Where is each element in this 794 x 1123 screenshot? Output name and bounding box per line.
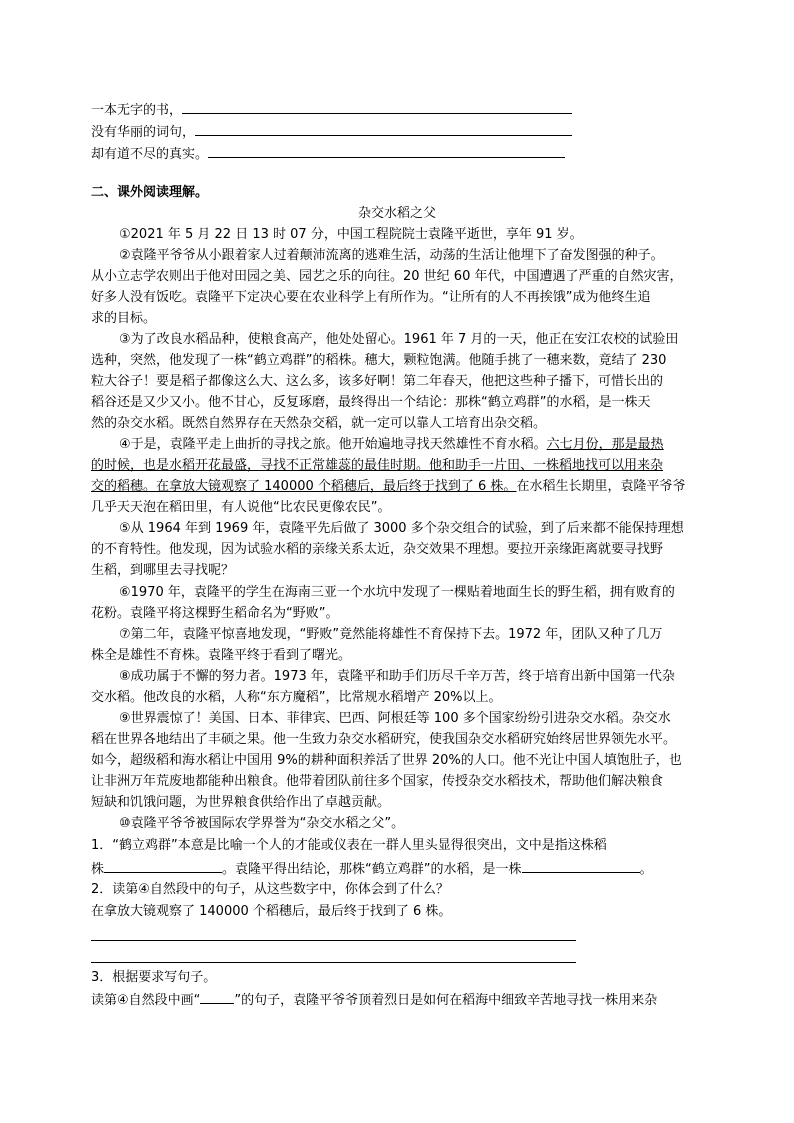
question-1-line-2: 株 。袁隆平得出结论，那株“鹤立鸡群”的水稻，是一株 。 [91, 862, 653, 877]
answer-blank-2[interactable] [195, 123, 572, 136]
poem-line-1-text: 一本无字的书， [91, 103, 183, 118]
paragraph-9-line: 如今，超级稻和海水稻让中国用 9%的耕种面积养活了世界 20%的人口。他不光让中国人填饱肚子，也 [91, 753, 682, 768]
paragraph-9-line: 稻在世界各地结出了丰硕之果。他一生致力杂交水稻研究，使我国杂交水稻研究始终居世界领先水平。 [91, 732, 677, 747]
paragraph-4-line: ④于是，袁隆平走上曲折的寻找之旅。他开始遍地寻找天然雄性不育水稻。六七月份，那是最热 [119, 437, 664, 452]
paragraph-5-line: ⑤从 1964 年到 1969 年，袁隆平先后做了 3000 多个杂交组合的试验，到了后来都不能保持理想 [119, 521, 684, 536]
paragraph-2-line: 求的目标。 [91, 311, 157, 326]
paragraph-5-line: 的不育特性。他发现，因为试验水稻的亲缘关系太近，杂交效果不理想。要拉开亲缘距离就要寻找野 [91, 542, 664, 557]
paragraph-3-line: 粒大谷子！要是稻子都像这么大、这么多，该多好啊！第二年春天，他把这些种子播下，可惜长出的 [91, 374, 664, 389]
paragraph-3-line: 稻谷还是又少又小。他不甘心，反复琢磨，最终得出一个结论：那株“鹤立鸡群”的水稻，是一株天 [91, 395, 651, 410]
paragraph-3-line: 选种，突然，他发现了一株“鹤立鸡群”的稻株。穗大，颗粒饱满。他随手挑了一穗来数，竟结了 230 [91, 353, 667, 368]
paragraph-6-line: 花粉。袁隆平将这棵野生稻命名为“野败”。 [91, 606, 339, 621]
q1-answer-blank-1[interactable] [104, 860, 222, 873]
underline-mark-blank [200, 991, 234, 1004]
poem-line-2-text: 没有华丽的词句， [91, 125, 196, 140]
paragraph-9-line: 短缺和饥饿问题，为世界粮食供给作出了卓越贡献。 [91, 795, 391, 810]
underlined-sentence: 六七月份，那是最热 [546, 437, 664, 452]
paragraph-2-line: 从小立志学农则出于他对田园之美、园艺之乐的向往。20 世纪 60 年代，中国遭遇了严重的自然灾害， [91, 269, 683, 284]
question-1-line-1: 1．“鹤立鸡群”本意是比喻一个人的才能或仪表在一群人里头显得很突出，文中是指这株稻 [91, 838, 607, 853]
poem-line-1 [91, 101, 572, 119]
poem-line-3-text: 却有道不尽的真实。 [91, 147, 209, 162]
paragraph-4-line: 交的稻穗。在拿放大镜观察了 140000 个稻穗后，最后终于找到了 6 株。在水稻生长期里，袁隆平爷爷 [91, 479, 686, 494]
paragraph-1: ①2021 年 5 月 22 日 13 时 07 分，中国工程院院士袁隆平逝世，享年 91 岁。 [119, 227, 583, 242]
paragraph-7-line: ⑦第二年，袁隆平惊喜地发现，“野败”竟然能将雄性不育保持下去。1972 年，团队又种了几万 [119, 627, 663, 642]
paragraph-8-line: 交水稻。他改良的水稻，人称“东方魔稻”，比常规水稻增产 20%以上。 [91, 690, 502, 705]
paragraph-3-line: 然的杂交水稻。既然自然界存在天然杂交稻，就一定可以靠人工培育出杂交稻。 [91, 416, 547, 431]
section-heading: 二、课外阅读理解。 [91, 185, 209, 200]
underlined-sentence: 的时候，也是水稻开花最盛，寻找不正常雄蕊的最佳时期。他和助手一片田、一株稻地找可以用来杂 [91, 458, 664, 473]
paragraph-9-line: 让非洲万年荒废地都能种出粮食。他带着团队前往多个国家，传授杂交水稻技术，帮助他们解决粮食 [91, 774, 664, 789]
poem-line-2 [91, 123, 572, 141]
paragraph-2-line: 好多人没有饭吃。袁隆平下定决心要在农业科学上有所作为。“让所有的人不再挨饿”成为他终生追 [91, 290, 651, 305]
question-2-line-1: 2．读第④自然段中的句子，从这些数字中，你体会到了什么？ [91, 882, 449, 897]
paragraph-10: ⑩袁隆平爷爷被国际农学界誉为“杂交水稻之父”。 [119, 816, 405, 831]
q2-answer-line-1[interactable] [91, 940, 576, 941]
paragraph-6-line: ⑥1970 年，袁隆平的学生在海南三亚一个水坑中发现了一棵贴着地面生长的野生稻，拥有败育的 [119, 585, 675, 600]
question-3-line-2: 读第④自然段中画“ ”的句子，袁隆平爷爷顶着烈日是如何在稻海中细致辛苦地寻找一株用来杂 [91, 993, 658, 1008]
question-2-line-2: 在拿放大镜观察了 140000 个稻穗后，最后终于找到了 6 株。 [91, 904, 452, 919]
underlined-sentence: 交的稻穗。在拿放大镜观察了 140000 个稻穗后，最后终于找到了 6 株。 [91, 479, 517, 494]
paragraph-9-line: ⑨世界震惊了！美国、日本、菲律宾、巴西、阿根廷等 100 多个国家纷纷引进杂交水稻。杂交水 [119, 711, 671, 726]
answer-blank-3[interactable] [208, 145, 565, 158]
poem-line-3 [91, 145, 565, 163]
paragraph-4-line: 几乎天天泡在稻田里，有人说他“比农民更像农民”。 [91, 500, 391, 515]
article-title: 杂交水稻之父 [357, 206, 436, 221]
paragraph-4-line [91, 458, 663, 474]
paragraph-7-line: 株全是雄性不育株。袁隆平终于看到了曙光。 [91, 648, 352, 663]
paragraph-5-line: 生稻，到哪里去寻找呢？ [91, 563, 235, 578]
paragraph-8-line: ⑧成功属于不懈的努力者。1973 年，袁隆平和助手们历尽千辛万苦，终于培育出新中国第一代杂 [119, 669, 675, 684]
q2-answer-line-2[interactable] [91, 962, 576, 963]
answer-blank-1[interactable] [182, 101, 572, 114]
question-3-line-1: 3．根据要求写句子。 [91, 970, 217, 985]
q1-answer-blank-2[interactable] [522, 860, 640, 873]
paragraph-3-line: ③为了改良水稻品种，使粮食高产，他处处留心。1961 年 7 月的一天，他正在安江农校的试验田 [119, 332, 679, 347]
paragraph-2-line: ②袁隆平爷爷从小跟着家人过着颠沛流离的逃难生活，动荡的生活让他埋下了奋发图强的种子。 [119, 248, 664, 263]
